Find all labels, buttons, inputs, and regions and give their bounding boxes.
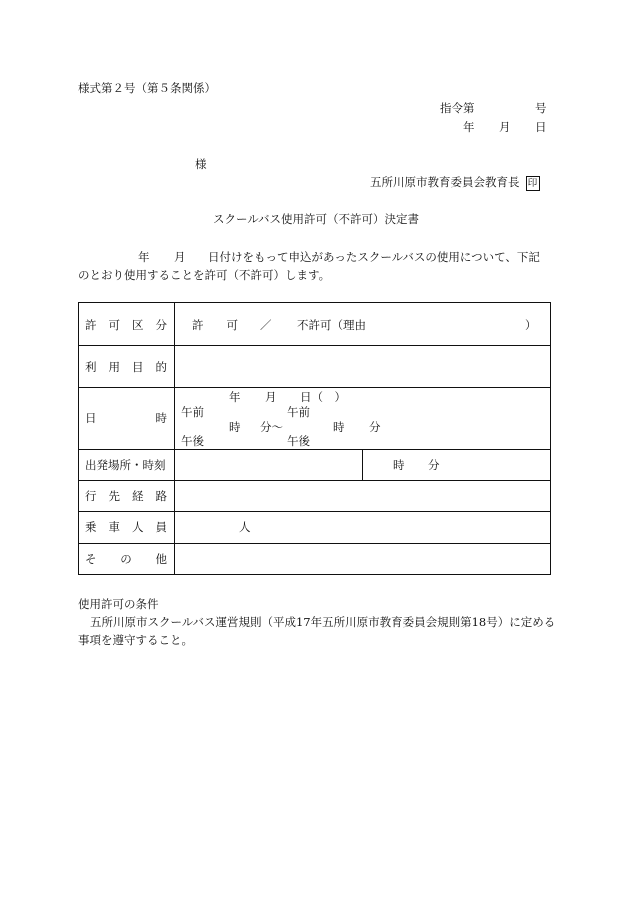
label-route (85, 489, 167, 503)
label-char: 時 (155, 411, 167, 425)
label-char: 可 (108, 318, 120, 332)
departure-time-divider (362, 449, 363, 480)
permit-option: 許 可 (192, 318, 238, 332)
label-char: の (120, 552, 132, 566)
start-pm: 午後 (181, 434, 204, 448)
label-char: 区 (132, 318, 144, 332)
issuer-name: 五所川原市教育委員会教育長 (370, 175, 520, 189)
end-am: 午前 (287, 405, 310, 419)
row-divider (79, 345, 550, 346)
label-char: 目 (132, 360, 144, 374)
conditions-heading: 使用許可の条件 (78, 597, 159, 611)
date-day: 日 (535, 120, 547, 134)
end-hour: 時 (333, 420, 345, 434)
deny-reason-close: ） (525, 318, 537, 332)
departure-hour: 時 (393, 458, 405, 472)
issuer-line (370, 175, 540, 191)
date-year: 年 (463, 120, 475, 134)
addressee-suffix: 様 (195, 157, 207, 171)
end-minute: 分 (369, 420, 381, 434)
row-divider (79, 511, 550, 512)
permit-form-table (78, 302, 551, 575)
reference-prefix: 指令第 (440, 101, 475, 115)
label-char: 分 (155, 318, 167, 332)
label-char: 行 (85, 489, 97, 503)
label-char: 経 (132, 489, 144, 503)
end-pm: 午後 (287, 434, 310, 448)
datetime-day: 日（ ） (300, 390, 346, 404)
intro-month: 月 (174, 250, 186, 264)
departure-minute: 分 (428, 458, 440, 472)
document-title: スクールバス使用許可（不許可）決定書 (213, 212, 419, 226)
label-purpose (85, 360, 167, 374)
label-char: 許 (85, 318, 97, 332)
label-permit-classification (85, 318, 167, 332)
conditions-line-2: 事項を遵守すること。 (78, 633, 193, 647)
start-hour: 時 (229, 420, 241, 434)
intro-line-1: 日付けをもって申込があったスクールバスの使用について、下記 (208, 250, 540, 264)
intro-year: 年 (138, 250, 150, 264)
label-char: 先 (108, 489, 120, 503)
seal-mark: 印 (526, 176, 540, 191)
passenger-unit: 人 (239, 520, 251, 534)
label-departure: 出発場所・時刻 (85, 458, 166, 472)
form-number: 様式第２号（第５条関係） (78, 81, 216, 95)
conditions-line-1: 五所川原市スクールバス運営規則（平成17年五所川原市教育委員会規則第18号）に定める (90, 615, 556, 629)
start-minute: 分～ (260, 420, 283, 434)
row-divider (79, 543, 550, 544)
label-char: 車 (108, 520, 120, 534)
label-char: 利 (85, 360, 97, 374)
label-column-divider (174, 303, 175, 574)
option-separator: ／ (260, 318, 272, 332)
label-datetime (85, 411, 167, 425)
label-passengers (85, 520, 167, 534)
intro-line-2: のとおり使用することを許可（不許可）します。 (78, 268, 331, 282)
label-char: 的 (155, 360, 167, 374)
label-char: 路 (155, 489, 167, 503)
label-char: 他 (155, 552, 167, 566)
reference-suffix: 号 (535, 101, 547, 115)
row-divider (79, 387, 550, 388)
label-char: 用 (108, 360, 120, 374)
label-other (85, 552, 167, 566)
label-char: そ (85, 552, 97, 566)
label-char: 人 (132, 520, 144, 534)
date-month: 月 (499, 120, 511, 134)
row-divider (79, 480, 550, 481)
datetime-year: 年 (229, 390, 241, 404)
label-char: 乗 (85, 520, 97, 534)
start-am: 午前 (181, 405, 204, 419)
datetime-month: 月 (265, 390, 277, 404)
label-char: 員 (155, 520, 167, 534)
deny-option: 不許可（理由 (297, 318, 366, 332)
row-divider (79, 449, 550, 450)
label-char: 日 (85, 411, 97, 425)
